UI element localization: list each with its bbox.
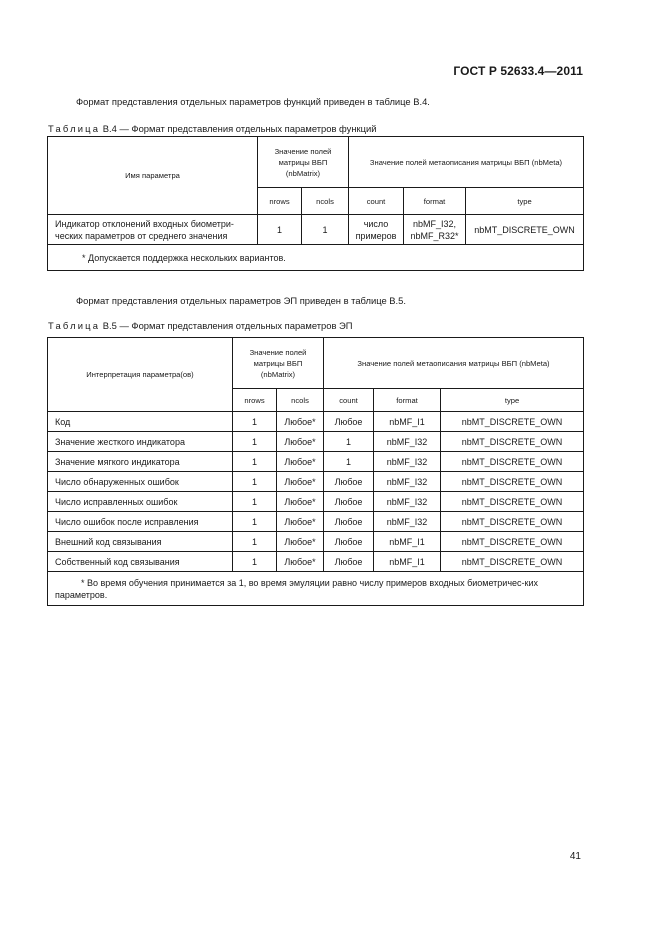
cell-name: Код [48,412,233,432]
table-b5-caption [48,320,353,331]
table-row [48,472,584,492]
cell-count: Любое [324,532,374,552]
cell-nrows: 1 [233,532,277,552]
header-nrows: nrows [233,389,277,412]
header-format: format [374,389,441,412]
header-count: count [324,389,374,412]
cell-format: nbMF_I1 [374,552,441,572]
cell-type: nbMT_DISCRETE_OWN [441,532,584,552]
table-row [48,412,584,432]
header-ncols: ncols [277,389,324,412]
cell-count: Любое [324,472,374,492]
intro-paragraph-1: Формат представления отдельных параметров функций приведен в таблице В.4. [76,96,430,107]
cell-type: nbMT_DISCRETE_OWN [441,552,584,572]
cell-type: nbMT_DISCRETE_OWN [441,452,584,472]
cell-format: nbMF_I1 [374,532,441,552]
cell-type: nbMT_DISCRETE_OWN [441,472,584,492]
cell-count: Любое [324,512,374,532]
cell-format: nbMF_I32 [374,432,441,452]
cell-name: Число ошибок после исправления [48,512,233,532]
caption-prefix: Таблица [48,123,101,134]
cell-name: Значение мягкого индикатора [48,452,233,472]
cell-type: nbMT_DISCRETE_OWN [441,412,584,432]
table-row [48,452,584,472]
cell-ncols: 1 [302,215,349,245]
table-b5 [47,337,584,606]
header-ncols: ncols [302,188,349,215]
header-meta-group: Значение полей метаописания матрицы ВБП (nbMeta) [349,137,584,188]
cell-nrows: 1 [258,215,302,245]
cell-name: Число обнаруженных ошибок [48,472,233,492]
cell-type: nbMT_DISCRETE_OWN [441,492,584,512]
cell-count: 1 [324,452,374,472]
standard-header: ГОСТ Р 52633.4—2011 [453,64,583,78]
cell-ncols: Любое* [277,432,324,452]
cell-name: Внешний код связывания [48,532,233,552]
table-row [48,432,584,452]
cell-nrows: 1 [233,452,277,472]
header-matrix-group: Значение полей матрицы ВБП (nbMatrix) [258,137,349,188]
table-b4-caption [48,123,376,134]
cell-ncols: Любое* [277,512,324,532]
table-row [48,512,584,532]
cell-name: Число исправленных ошибок [48,492,233,512]
intro-paragraph-2: Формат представления отдельных параметров ЭП приведен в таблице В.5. [76,295,406,306]
cell-name: Значение жесткого индикатора [48,432,233,452]
cell-nrows: 1 [233,512,277,532]
cell-count: 1 [324,432,374,452]
cell-format: nbMF_I32 [374,472,441,492]
cell-format: nbMF_I32 [374,512,441,532]
table-row [48,532,584,552]
header-count: count [349,188,404,215]
cell-count: Любое [324,492,374,512]
caption-prefix: Таблица [48,320,101,331]
header-matrix-group: Значение полей матрицы ВБП (nbMatrix) [233,338,324,389]
cell-name: Индикатор отклонений входных биометри-ческих параметров от среднего значения [48,215,258,245]
cell-ncols: Любое* [277,412,324,432]
table-b5-footnote: * Во время обучения принимается за 1, во время эмуляции равно числу примеров входных биометричес-ких параметров. [48,572,584,606]
cell-type: nbMT_DISCRETE_OWN [466,215,584,245]
cell-nrows: 1 [233,432,277,452]
cell-type: nbMT_DISCRETE_OWN [441,432,584,452]
header-parameter-name: Имя параметра [48,137,258,215]
cell-count: число примеров [349,215,404,245]
cell-ncols: Любое* [277,472,324,492]
cell-count: Любое [324,552,374,572]
cell-format: nbMF_I32 [374,492,441,512]
header-interpretation: Интерпретация параметра(ов) [48,338,233,412]
cell-nrows: 1 [233,412,277,432]
cell-ncols: Любое* [277,552,324,572]
cell-format: nbMF_I32, nbMF_R32* [404,215,466,245]
table-row [48,552,584,572]
header-type: type [466,188,584,215]
cell-nrows: 1 [233,492,277,512]
cell-ncols: Любое* [277,532,324,552]
cell-type: nbMT_DISCRETE_OWN [441,512,584,532]
cell-format: nbMF_I1 [374,412,441,432]
header-format: format [404,188,466,215]
table-b4-footnote: * Допускается поддержка нескольких вариантов. [48,245,584,271]
cell-ncols: Любое* [277,452,324,472]
table-row [48,492,584,512]
page-number: 41 [569,851,581,862]
caption-text: В.5 — Формат представления отдельных параметров ЭП [102,320,353,331]
caption-text: В.4 — Формат представления отдельных параметров функций [102,123,377,134]
cell-count: Любое [324,412,374,432]
cell-format: nbMF_I32 [374,452,441,472]
cell-ncols: Любое* [277,492,324,512]
header-meta-group: Значение полей метаописания матрицы ВБП (nbMeta) [324,338,584,389]
header-type: type [441,389,584,412]
cell-nrows: 1 [233,552,277,572]
cell-name: Собственный код связывания [48,552,233,572]
header-nrows: nrows [258,188,302,215]
cell-nrows: 1 [233,472,277,492]
table-row [48,215,584,245]
table-b4 [47,136,584,271]
